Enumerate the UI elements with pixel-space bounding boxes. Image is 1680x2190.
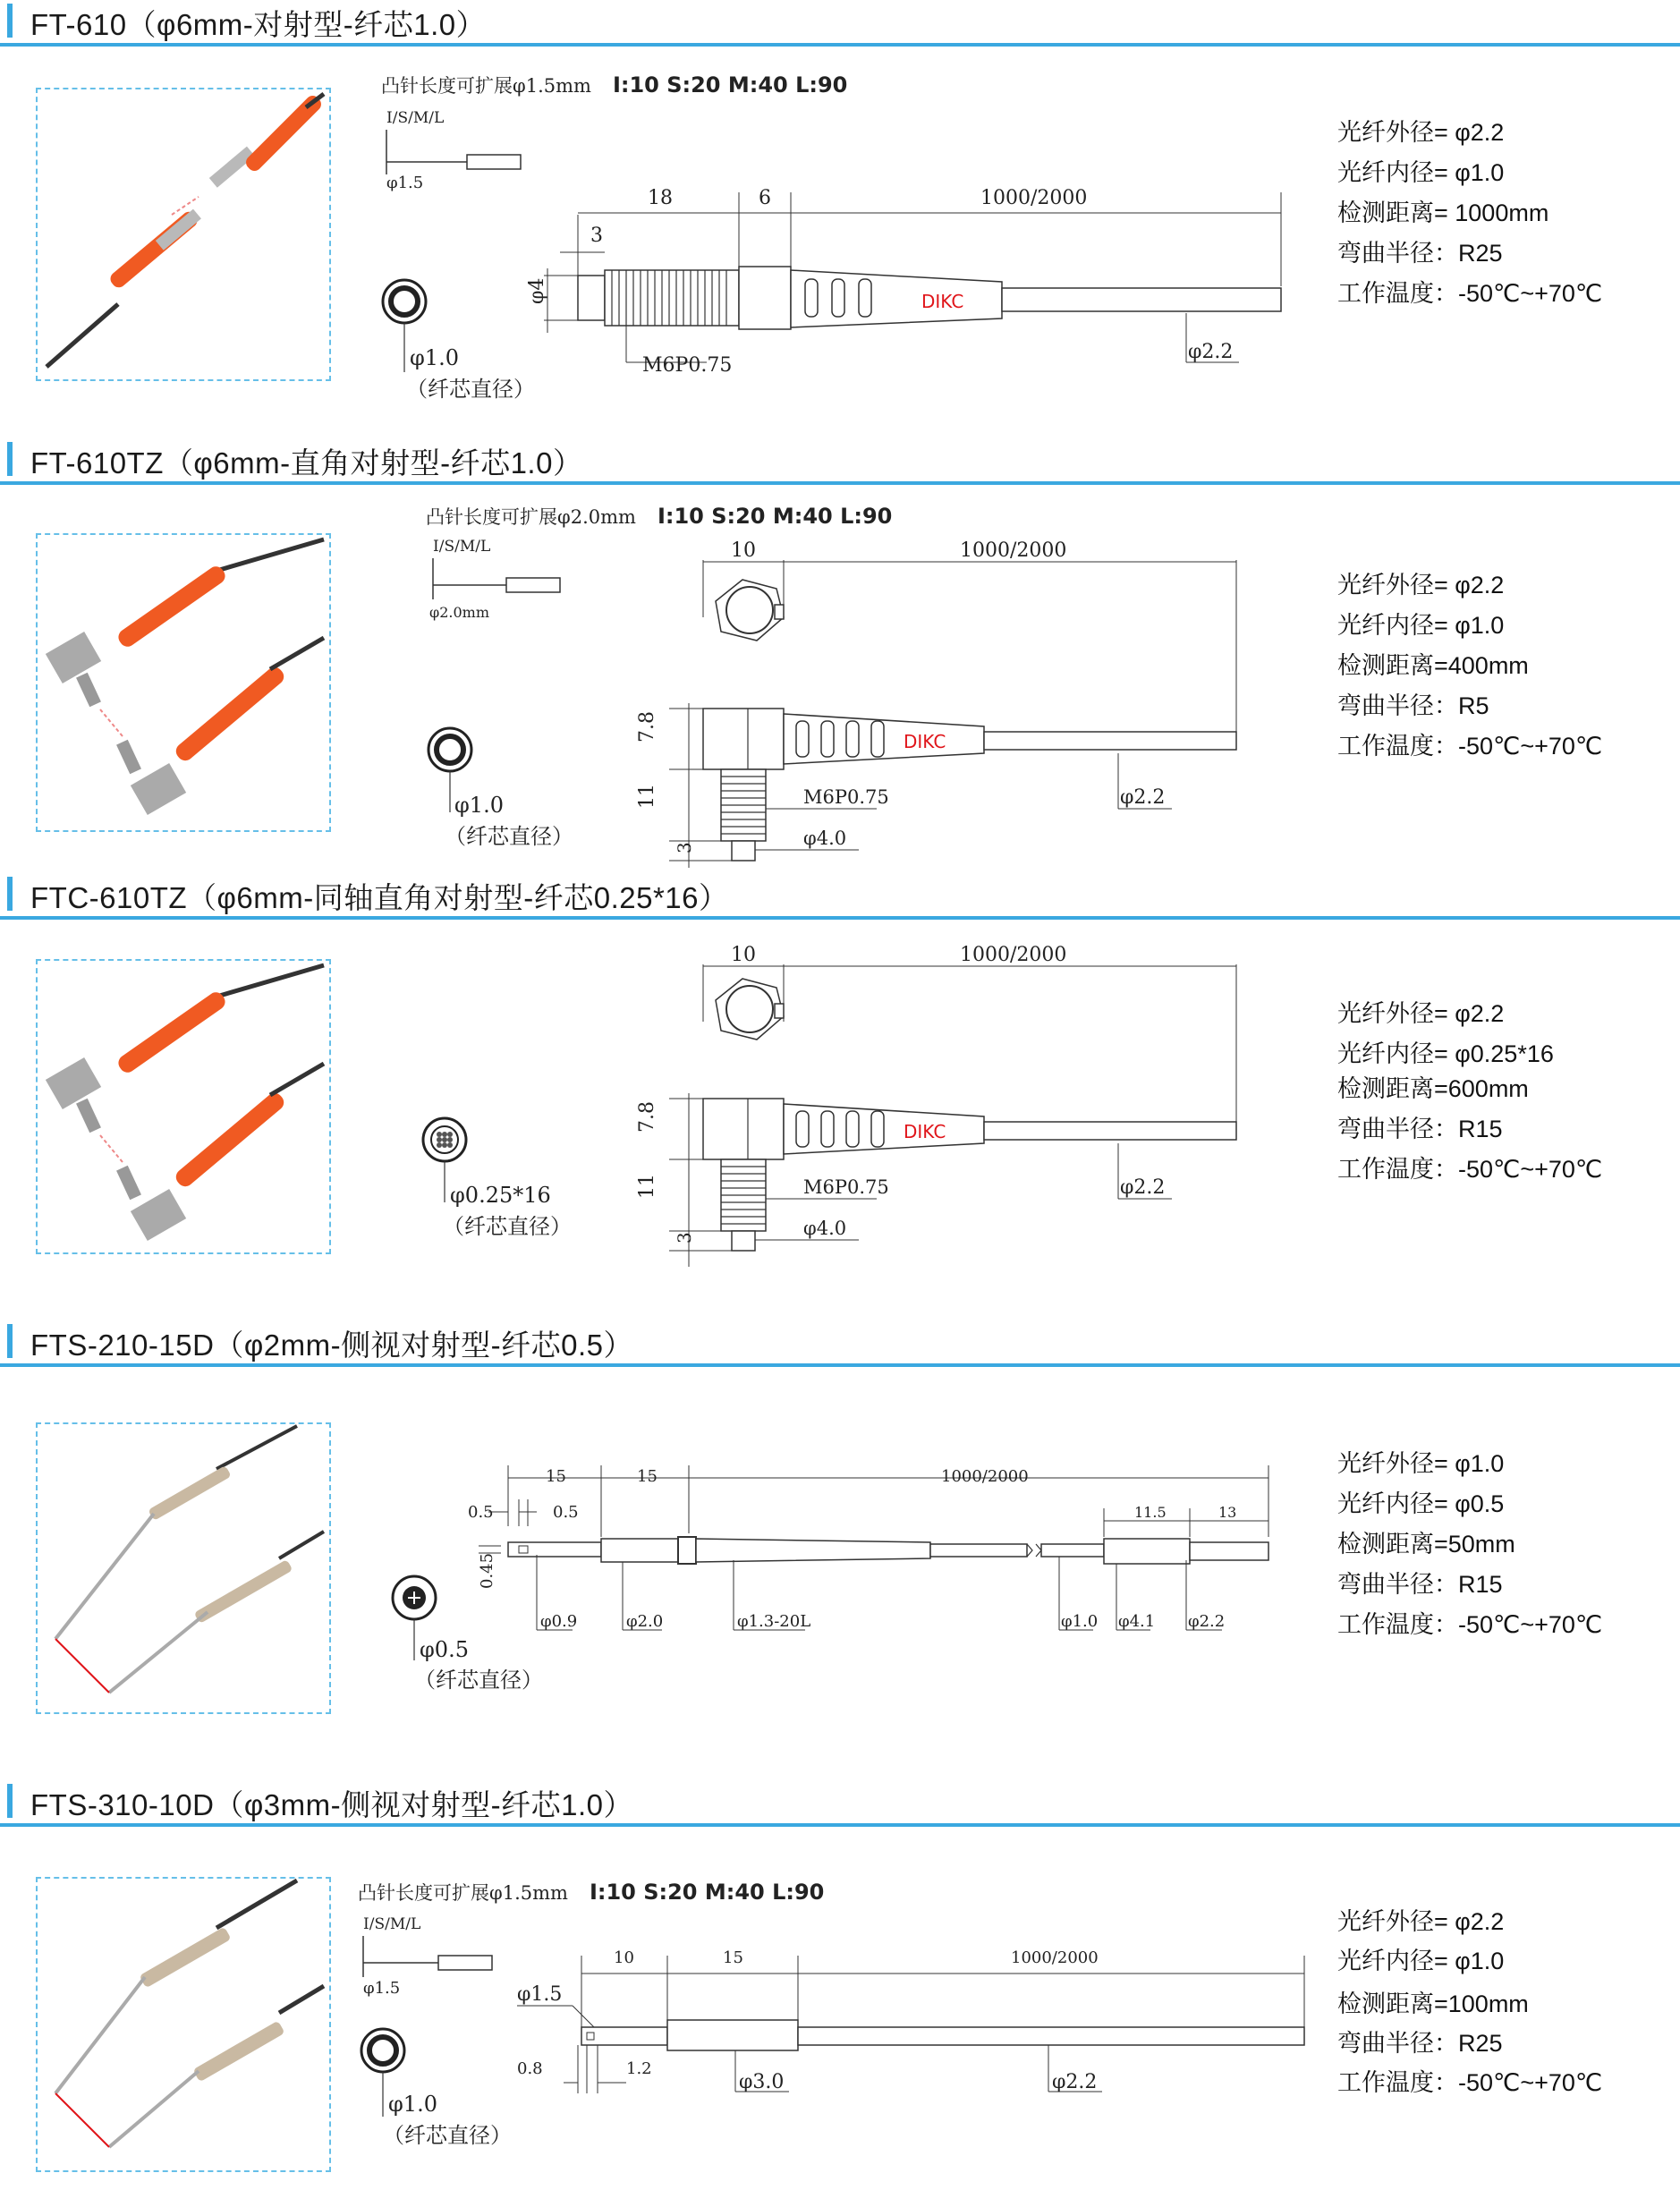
brand-label: DIKC [921,291,964,312]
pin-note-text: 凸针长度可扩展φ1.5mm [358,1882,568,1904]
core-caption: （纤芯直径） [406,377,535,402]
section-ft-610tz [0,438,1680,868]
spec-outer-dia: 光纤外径= φ2.2 [1337,119,1505,146]
core-label: φ0.25*16 [450,1183,551,1208]
spec-list [1337,565,1602,767]
pin-label: I/S/M/L [386,109,445,127]
spec-temperature: 工作温度：-50℃~+70℃ [1337,2069,1603,2096]
spec-list [1337,113,1602,314]
tip-dia: φ4.0 [803,1218,847,1239]
dim-b: 15 [723,1948,743,1967]
section-fts-210-15d [0,1320,1680,1750]
dia-3: φ1.3-20L [737,1612,811,1631]
section-ftc-610tz [0,873,1680,1303]
spec-temperature: 工作温度：-50℃~+70℃ [1337,1156,1603,1183]
core-label: φ1.0 [410,345,459,370]
dim-b: 6 [759,187,771,209]
core-caption: （纤芯直径） [445,824,573,849]
core-caption: （纤芯直径） [443,1214,572,1239]
dim-s: 3 [674,842,695,853]
pin-dia: φ1.5 [363,1979,401,1998]
spec-outer-dia: 光纤外径= φ2.2 [1337,1000,1505,1027]
dim-h: 7.8 [636,1101,658,1133]
section-ft-610 [0,0,1680,429]
dim-s: 3 [674,1232,695,1244]
technical-drawing [0,0,1315,429]
spec-distance: 检测距离= 1000mm [1337,199,1549,226]
spec-bend-radius: 弯曲半径：R15 [1337,1571,1503,1598]
core-label: φ0.5 [420,1637,469,1662]
spec-outer-dia: 光纤外径= φ2.2 [1337,572,1505,598]
spec-temperature: 工作温度：-50℃~+70℃ [1337,280,1603,307]
core-label: φ1.0 [388,2092,437,2117]
dim-d: 3 [590,225,603,247]
spec-inner-dia: 光纤内径= φ0.5 [1337,1490,1505,1517]
dim-v: 0.45 [478,1552,496,1589]
cable-dia: φ2.2 [1120,1176,1166,1199]
dim-r: 11.5 [1134,1504,1167,1521]
technical-drawing [0,1320,1315,1750]
pin-sizes: I:10 S:20 M:40 L:90 [657,504,893,529]
technical-drawing [0,873,1315,1303]
section-title: FTC-610TZ（φ6mm-同轴直角对射型-纤芯0.25*16） [30,881,729,914]
dim-c: 1000/2000 [960,944,1067,966]
spec-inner-dia: 光纤内径= φ1.0 [1337,612,1505,639]
dim-t: 13 [1218,1504,1237,1521]
brand-label: DIKC [904,731,946,752]
dia-5: φ4.1 [1118,1612,1156,1631]
spec-bend-radius: 弯曲半径：R5 [1337,692,1489,719]
core-label: φ1.0 [454,793,504,818]
dia-2: φ2.0 [626,1612,664,1631]
tip-dia: φ4.0 [803,828,847,849]
pin-dia: φ1.5 [386,174,424,192]
spec-outer-dia: 光纤外径= φ2.2 [1337,1908,1505,1935]
dim-h: 7.8 [636,711,658,743]
section-title: FTS-310-10D（φ3mm-侧视对射型-纤芯1.0） [30,1788,633,1821]
thread-label: M6P0.75 [803,1176,889,1198]
dia-4: φ1.0 [1061,1612,1099,1631]
dim-a: 10 [731,539,756,562]
dim-a: 18 [648,187,673,209]
cable-dia: φ2.2 [1188,341,1234,363]
dim-q: 0.5 [553,1503,579,1522]
section-title: FT-610（φ6mm-对射型-纤芯1.0） [30,8,487,41]
pin-sizes: I:10 S:20 M:40 L:90 [612,72,848,98]
thread-label: M6P0.75 [803,786,889,808]
spec-inner-dia: 光纤内径= φ1.0 [1337,1948,1505,1974]
pin-note-text: 凸针长度可扩展φ2.0mm [426,506,636,528]
cable-dia: φ2.2 [1120,786,1166,809]
spec-outer-dia: 光纤外径= φ1.0 [1337,1450,1505,1477]
spec-temperature: 工作温度：-50℃~+70℃ [1337,1611,1603,1638]
pin-label: I/S/M/L [433,538,491,556]
dim-q: 1.2 [626,2059,652,2078]
spec-inner-dia: 光纤内径= φ0.25*16 [1337,1040,1554,1067]
spec-distance: 检测距离=50mm [1337,1531,1515,1558]
section-title: FTS-210-15D（φ2mm-侧视对射型-纤芯0.5） [30,1328,633,1362]
dim-a: 10 [731,944,756,966]
dim-p: 0.8 [517,2059,543,2078]
core-caption: （纤芯直径） [383,2123,512,2148]
section-title: FT-610TZ（φ6mm-直角对射型-纤芯1.0） [30,446,583,480]
dim-a: 15 [546,1467,566,1486]
pin-dia: φ2.0mm [429,604,489,621]
section-fts-310-10d [0,1780,1680,2190]
dia-2: φ2.2 [1052,2071,1098,2093]
dia-1: φ3.0 [739,2071,785,2093]
dim-c: 1000/2000 [980,187,1088,209]
dim-l: 11 [636,784,658,809]
dim-l: 11 [636,1174,658,1199]
dim-e: φ4 [526,277,548,304]
dim-a: 10 [614,1948,634,1967]
spec-bend-radius: 弯曲半径：R25 [1337,2030,1503,2057]
spec-list [1337,1902,1602,2102]
brand-label: DIKC [904,1121,946,1142]
dim-b: 15 [637,1467,658,1486]
dim-p: 0.5 [468,1503,494,1522]
dim-c: 1000/2000 [1011,1948,1099,1967]
spec-distance: 检测距离=400mm [1337,652,1529,679]
dim-c: 1000/2000 [941,1467,1029,1486]
spec-distance: 检测距离=100mm [1337,1991,1529,2017]
spec-inner-dia: 光纤内径= φ1.0 [1337,159,1505,186]
spec-bend-radius: 弯曲半径：R15 [1337,1116,1503,1142]
technical-drawing [0,438,1315,868]
spec-list [1337,997,1602,1187]
pin-sizes: I:10 S:20 M:40 L:90 [589,1880,825,1905]
technical-drawing [0,1780,1315,2190]
spec-temperature: 工作温度：-50℃~+70℃ [1337,733,1603,760]
spec-distance: 检测距离=600mm [1337,1075,1529,1102]
dia-1: φ0.9 [540,1612,578,1631]
core-caption: （纤芯直径） [414,1668,543,1693]
tip-dia: φ1.5 [517,1983,563,2006]
thread-label: M6P0.75 [642,354,733,377]
dim-c: 1000/2000 [960,539,1067,562]
pin-label: I/S/M/L [363,1915,421,1933]
spec-list [1337,1444,1602,1645]
pin-note-text: 凸针长度可扩展φ1.5mm [381,75,591,97]
spec-bend-radius: 弯曲半径：R25 [1337,240,1503,267]
dia-6: φ2.2 [1188,1612,1226,1631]
